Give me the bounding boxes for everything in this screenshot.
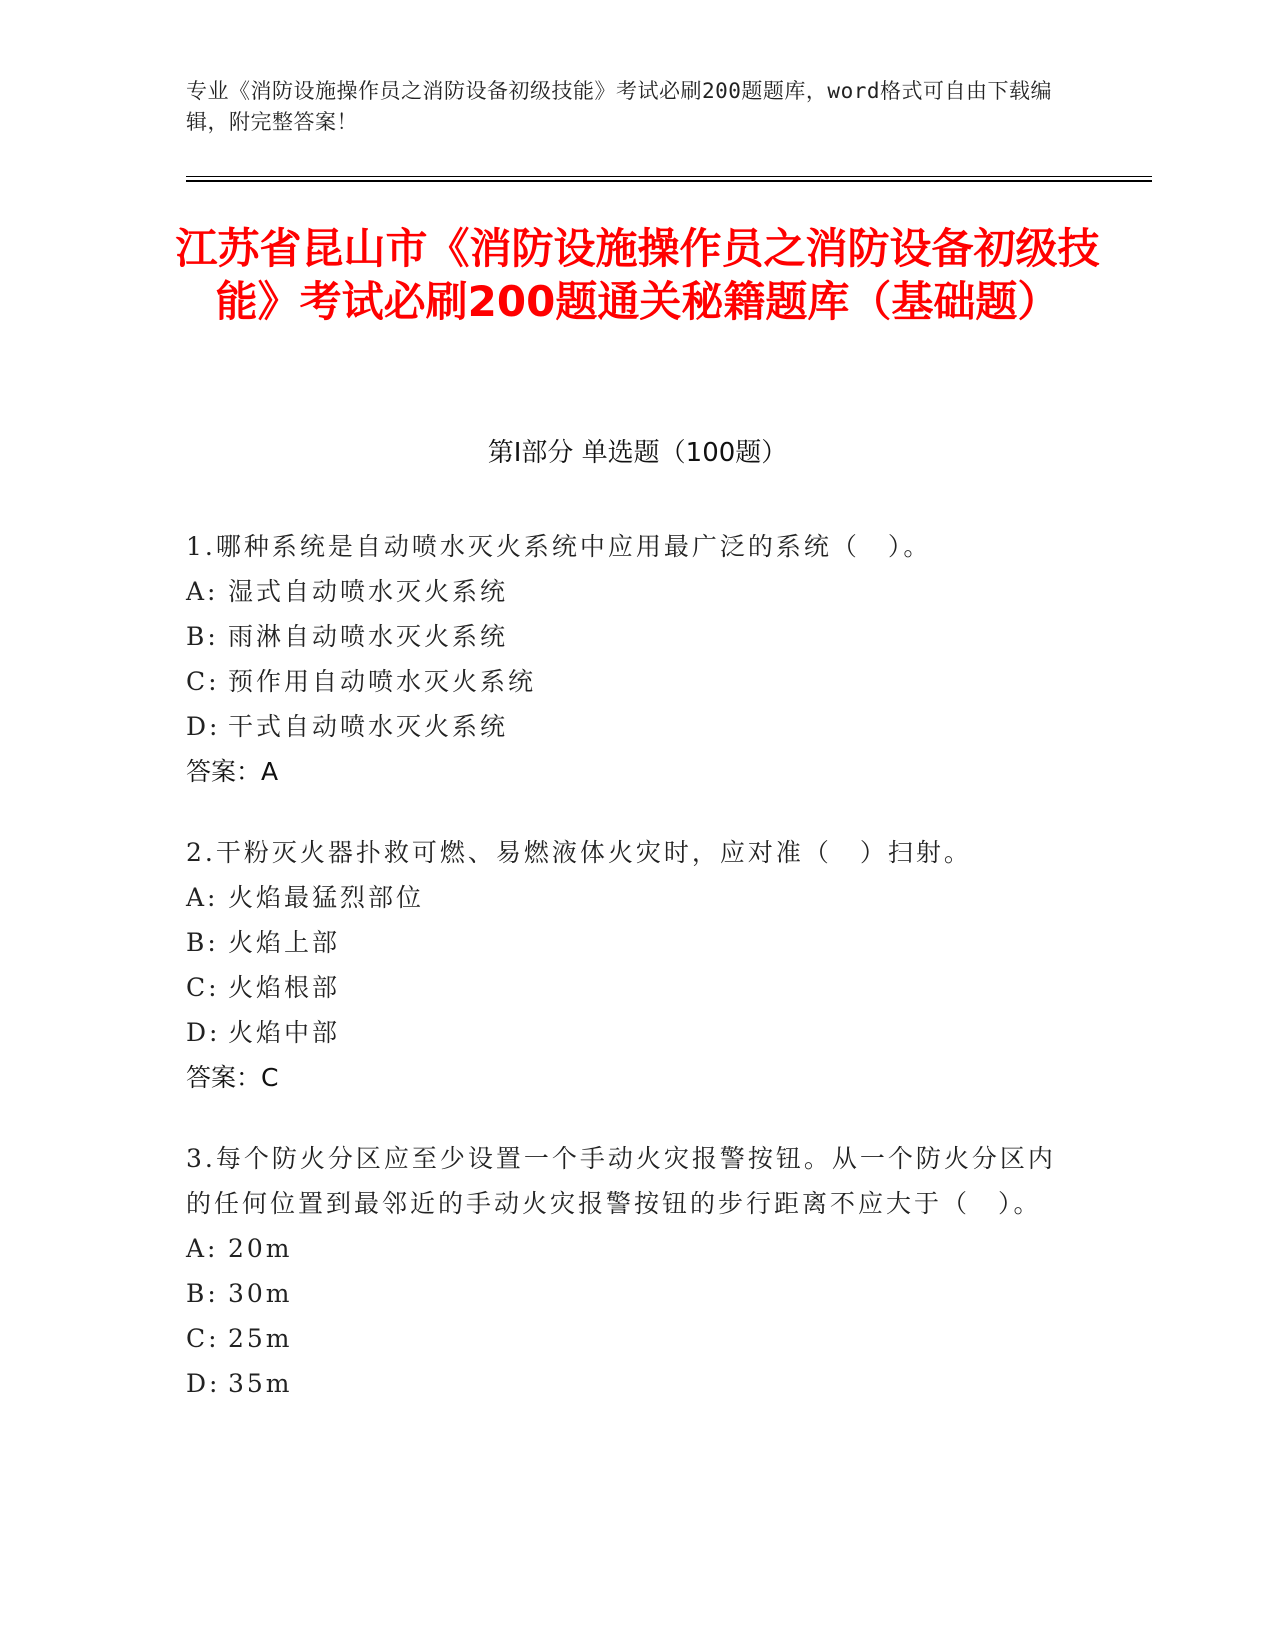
option-b xyxy=(186,920,1066,965)
option-key: B: xyxy=(186,1279,219,1308)
option-d xyxy=(186,704,1066,749)
option-a xyxy=(186,875,1066,920)
option-key: C: xyxy=(186,667,220,696)
option-key: A: xyxy=(186,883,219,912)
option-b xyxy=(186,614,1066,659)
option-b xyxy=(186,1271,1066,1316)
option-key: D: xyxy=(186,1018,221,1047)
header-divider-thick xyxy=(186,180,1152,182)
option-c xyxy=(186,659,1066,704)
option-c xyxy=(186,965,1066,1010)
section-title: 第Ⅰ部分 单选题（100题） xyxy=(487,438,788,468)
option-key: A: xyxy=(186,1234,219,1263)
option-key: A: xyxy=(186,577,219,606)
header-divider-thin xyxy=(186,176,1152,177)
answer-label: 答案： xyxy=(186,757,262,786)
option-d xyxy=(186,1361,1066,1406)
option-key: D: xyxy=(186,712,221,741)
question-3 xyxy=(186,1136,1066,1406)
answer-value: A xyxy=(261,757,279,786)
option-text: 25m xyxy=(228,1324,293,1353)
option-text: 30m xyxy=(228,1279,293,1308)
answer-line xyxy=(186,1055,1066,1100)
option-text: 火焰中部 xyxy=(228,1018,341,1047)
option-text: 火焰最猛烈部位 xyxy=(228,883,425,912)
question-1 xyxy=(186,524,1066,794)
option-text: 湿式自动喷水灭火系统 xyxy=(228,577,509,606)
option-a xyxy=(186,569,1066,614)
question-list xyxy=(186,524,1066,1442)
document-title: 江苏省昆山市《消防设施操作员之消防设备初级技能》考试必刷200题通关秘籍题库（基础题） xyxy=(175,224,1100,326)
option-key: B: xyxy=(186,622,219,651)
option-text: 预作用自动喷水灭火系统 xyxy=(228,667,537,696)
option-a xyxy=(186,1226,1066,1271)
option-key: C: xyxy=(186,973,220,1002)
option-d xyxy=(186,1010,1066,1055)
question-2 xyxy=(186,830,1066,1100)
question-stem: 2.干粉灭火器扑救可燃、易燃液体火灾时，应对准（ ）扫射。 xyxy=(186,838,972,867)
option-key: D: xyxy=(186,1369,221,1398)
option-key: B: xyxy=(186,928,219,957)
header-note: 专业《消防设施操作员之消防设备初级技能》考试必刷200题题库，word格式可自由下载编辑，附完整答案！ xyxy=(186,79,1052,134)
option-c xyxy=(186,1316,1066,1361)
option-text: 干式自动喷水灭火系统 xyxy=(228,712,509,741)
question-stem: 1.哪种系统是自动喷水灭火系统中应用最广泛的系统（ ）。 xyxy=(186,532,932,561)
answer-label: 答案： xyxy=(186,1063,262,1092)
option-text: 火焰根部 xyxy=(228,973,341,1002)
option-key: C: xyxy=(186,1324,220,1353)
option-text: 火焰上部 xyxy=(228,928,341,957)
option-text: 雨淋自动喷水灭火系统 xyxy=(228,622,509,651)
answer-line xyxy=(186,749,1066,794)
answer-value: C xyxy=(261,1063,279,1092)
option-text: 20m xyxy=(228,1234,293,1263)
option-text: 35m xyxy=(228,1369,293,1398)
question-stem: 3.每个防火分区应至少设置一个手动火灾报警按钮。从一个防火分区内的任何位置到最邻近的手动火灾报警按钮的步行距离不应大于（ ）。 xyxy=(186,1144,1056,1218)
